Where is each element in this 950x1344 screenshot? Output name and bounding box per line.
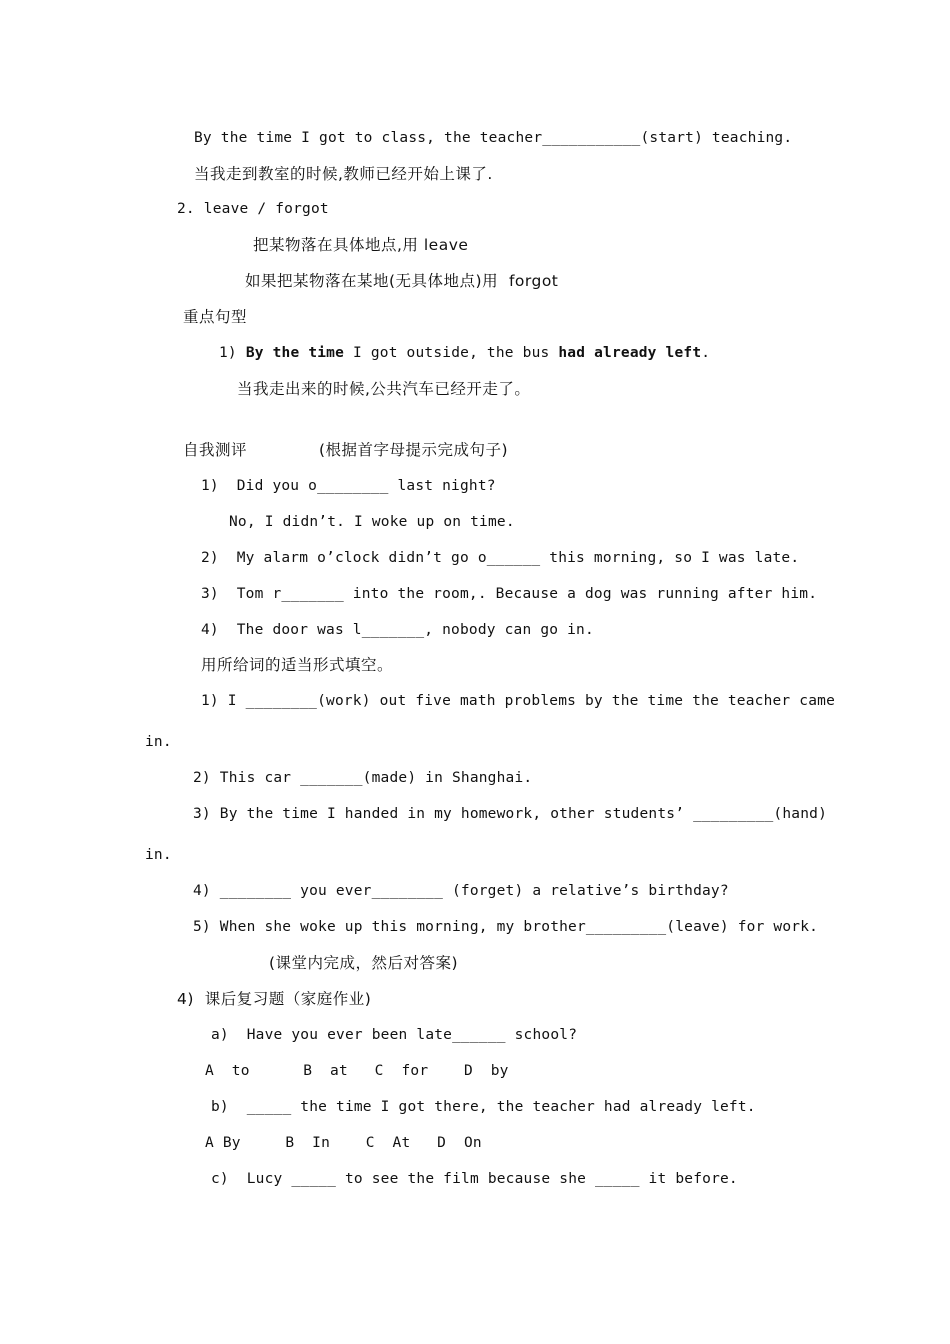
fill-in-q3-cont: in.: [145, 847, 172, 863]
key-pattern-end: .: [701, 345, 711, 361]
self-test-q4: 4) The door was l_______, nobody can go in.: [201, 622, 594, 638]
self-test-q1-answer: No, I didn’t. I woke up on time.: [229, 514, 515, 530]
key-pattern-heading: 重点句型: [183, 308, 248, 326]
intro-sentence: By the time I got to class, the teacher___________(start) teaching.: [194, 130, 793, 146]
key-phrase-by-the-time: By the time: [245, 345, 345, 361]
self-test-heading: 自我测评: [183, 441, 248, 459]
key-pattern-translation: 当我走出来的时候,公共汽车已经开走了。: [237, 380, 531, 398]
self-test-q3: 3) Tom r_______ into the room,. Because a dog was running after him.: [201, 586, 818, 602]
homework-heading: 4) 课后复习题（家庭作业): [177, 990, 372, 1008]
key-phrase-had-already-left: had already left: [558, 345, 702, 361]
point2-heading: 2. leave / forgot: [177, 201, 329, 217]
fill-in-q4: 4) ________ you ever________ (forget) a relative’s birthday?: [193, 883, 729, 899]
homework-qb-options: A By B In C At D On: [205, 1135, 482, 1151]
homework-qa: a) Have you ever been late______ school?: [211, 1027, 578, 1043]
fill-in-q2: 2) This car _______(made) in Shanghai.: [193, 770, 533, 786]
homework-qb: b) _____ the time I got there, the teacher had already left.: [211, 1099, 756, 1115]
self-test-q1: 1) Did you o________ last night?: [201, 478, 496, 494]
homework-qc: c) Lucy _____ to see the film because she _____ it before.: [211, 1171, 738, 1187]
point2-note-forgot: 如果把某物落在某地(无具体地点)用 forgot: [245, 272, 559, 290]
point2-note-leave: 把某物落在具体地点,用 leave: [253, 236, 469, 254]
fill-in-q1-cont: in.: [145, 734, 172, 750]
key-pattern-middle: I got outside, the bus: [344, 345, 559, 361]
fill-in-q1: 1) I ________(work) out five math problems by the time the teacher came: [201, 693, 836, 709]
intro-translation: 当我走到教室的时候,教师已经开始上课了.: [194, 165, 493, 183]
homework-qa-options: A to B at C for D by: [205, 1063, 509, 1079]
key-pattern-number: 1): [219, 345, 237, 361]
key-pattern-sentence: [219, 343, 710, 363]
fill-in-q3: 3) By the time I handed in my homework, other students’ _________(hand): [193, 806, 828, 822]
fill-in-q5: 5) When she woke up this morning, my brother_________(leave) for work.: [193, 919, 819, 935]
self-test-hint: (根据首字母提示完成句子): [319, 441, 509, 459]
fill-in-note: (课堂内完成，然后对答案): [269, 954, 459, 972]
fill-in-heading: 用所给词的适当形式填空。: [201, 656, 394, 674]
self-test-q2: 2) My alarm o’clock didn’t go o______ this morning, so I was late.: [201, 550, 800, 566]
